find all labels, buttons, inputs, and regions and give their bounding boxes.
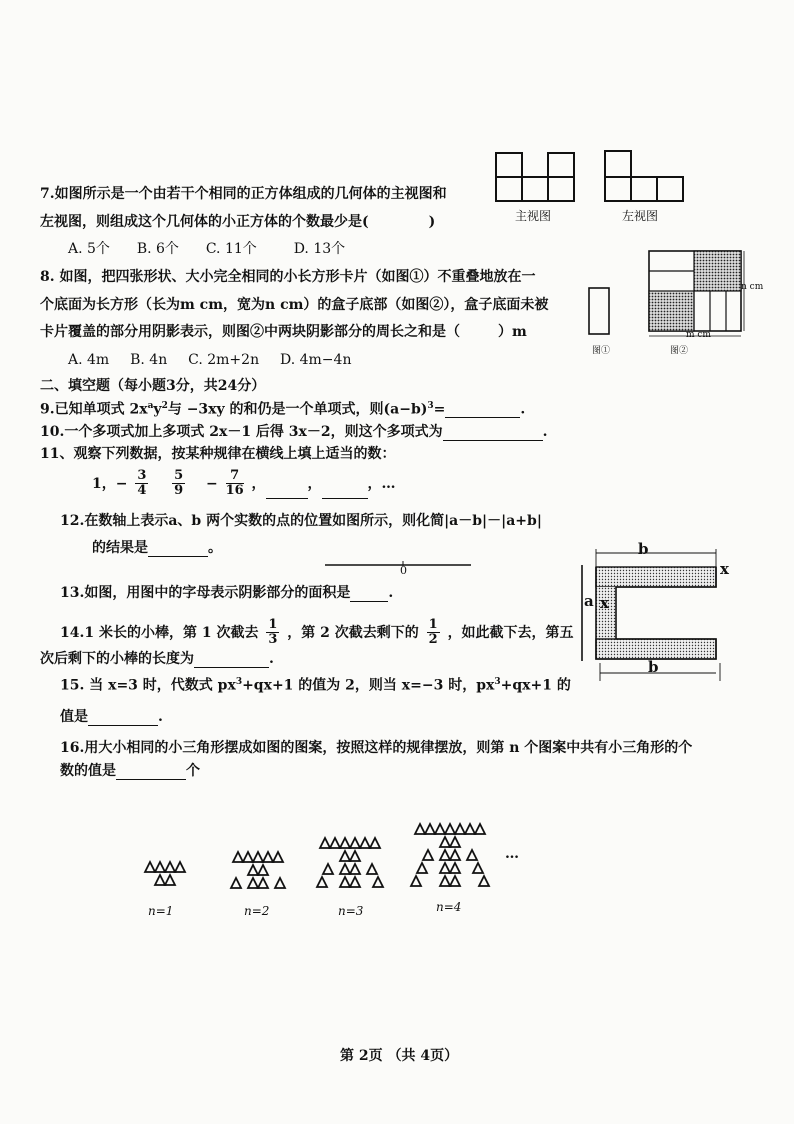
q11-sep2: ， [307,475,322,492]
small-triangle [340,864,350,874]
q7-option-d: D. 13个 [293,241,346,257]
q15-answer-blank[interactable] [88,711,158,726]
q16-pattern-4 [405,822,495,912]
small-triangle [450,850,460,860]
q9-exp3: 3 [427,401,434,411]
small-triangle [233,852,243,862]
q13-answer-blank[interactable] [350,587,388,602]
q14-p2: ，第 2 次截去剩下的 [287,624,419,641]
q14-p1: 14.1 米长的小棒，第 1 次截去 [60,624,259,641]
small-triangle [253,852,263,862]
small-triangle [175,862,185,872]
q11-text: 11、观察下列数据，按某种规律在横线上填上适当的数： [40,446,396,462]
small-triangle [258,878,268,888]
q16-line2-text: 数的值是 [60,763,116,779]
small-triangle [440,837,450,847]
small-triangle [465,824,475,834]
q8-option-b: B. 4n [130,352,168,368]
small-triangle [455,824,465,834]
small-triangle [231,878,241,888]
small-triangle [340,851,350,861]
q11-start: 1，− [92,475,128,492]
q16-unit: 个 [186,763,200,779]
q14-p3: ，如此截下去，第五 [447,624,574,641]
q11-blank2[interactable] [322,484,368,499]
q9 [40,401,525,418]
small-triangle [435,824,445,834]
q9-exp1: a [147,401,154,411]
q15-line1a: 15. 当 x=3 时，代数式 px [60,677,236,694]
small-triangle [450,837,460,847]
q10 [40,424,548,441]
q8-option-c: C. 2m+2n [188,352,260,368]
q16-label-n3: n=3 [338,904,364,918]
q9-answer-blank[interactable] [445,403,520,418]
q8-paren-close: ）m [498,324,527,340]
q15-line2 [60,709,163,726]
q8-options [68,352,351,369]
q12-end: 。 [208,540,222,556]
small-triangle [155,875,165,885]
small-triangle [243,852,253,862]
small-triangle [317,877,327,887]
q10-answer-blank[interactable] [443,426,543,441]
small-triangle [425,824,435,834]
q7-main-view-figure [495,152,577,207]
q9-end: . [520,401,526,418]
small-triangle [473,863,483,873]
q8-line3 [40,324,527,341]
q11-blank1[interactable] [266,484,308,499]
small-triangle [350,838,360,848]
small-triangle [440,863,450,873]
q16-line2 [60,763,200,780]
q13-label-x-left: x [600,594,609,612]
q13-label-b-top: b [638,540,649,558]
small-triangle [350,877,360,887]
small-triangle [411,876,421,886]
q14-frac1: $\frac{1}{3}$ [268,617,278,648]
q13-text: 13.如图，用图中的字母表示阴影部分的面积是 [60,585,351,601]
q7-paren-close: ) [428,214,436,230]
q11-tail: ，… [367,475,396,492]
q8-figure2-label: 图② [670,346,689,356]
small-triangle [320,838,330,848]
q12-axis-origin: 0 [400,564,407,577]
q16-line1: 16.用大小相同的小三角形摆成如图的图案，按照这样的规律摆放，则第 n 个图案中共有小三角形的个 [60,740,693,756]
small-triangle [370,838,380,848]
small-triangle [155,862,165,872]
q10-text: 10.一个多项式加上多项式 2x－1 后得 3x－2，则这个多项式为 [40,424,443,440]
small-triangle [445,824,455,834]
small-triangle [450,876,460,886]
q9-exp2: 2 [161,401,168,411]
q16-label-n4: n=4 [436,900,462,914]
q16-pattern-2 [213,850,303,940]
small-triangle [440,850,450,860]
q15-line1c: +qx+1 的 [500,677,571,694]
small-triangle [323,864,333,874]
q8-figure2-height-label: n cm [741,282,764,292]
q16-answer-blank[interactable] [116,765,186,780]
q13-label-a: a [584,592,594,610]
q10-end: . [542,424,548,440]
q15-end: . [158,709,163,725]
q14-line2 [40,651,274,668]
small-triangle [417,863,427,873]
small-triangle [475,824,485,834]
q7-left-view-figure [604,150,686,205]
q14-line2-text: 次后剩下的小棒的长度为 [40,651,194,667]
q13-figure [580,545,740,685]
q7-option-a: A. 5个 [68,241,110,257]
q14-frac2: $\frac{1}{2}$ [428,617,438,648]
q12-line1: 12.在数轴上表示a、b 两个实数的点的位置如图所示，则化简|a－b|－|a+b| [60,513,542,529]
q8-line1: 8. 如图，把四张形状、大小完全相同的小长方形卡片（如图①）不重叠地放在一 [40,269,536,285]
q14-end: . [269,651,274,667]
q8-line2: 个底面为长方形（长为m cm，宽为n cm）的盒子底部（如图②），盒子底面未被 [40,297,549,313]
small-triangle [440,876,450,886]
q9-suffix: = [433,401,446,418]
q7-options [68,241,345,258]
q15-exp1: 3 [235,677,243,687]
q11-frac1: $\frac{3}{4}$ [137,468,147,499]
small-triangle [165,862,175,872]
q7-left-view-label: 左视图 [622,209,659,223]
small-triangle [273,852,283,862]
q8-figure2-box [648,250,748,342]
small-triangle [423,850,433,860]
q14-line1 [60,618,574,648]
small-triangle [263,852,273,862]
q11-frac3: $\frac{7}{16}$ [225,468,244,499]
q11-sequence [92,469,396,499]
small-triangle [415,824,425,834]
small-triangle [340,877,350,887]
q8-option-d: D. 4m−4n [280,352,352,368]
q8-line3-text: 卡片覆盖的部分用阴影表示，则图②中两块阴影部分的周长之和是（ [40,324,460,340]
small-triangle [145,862,155,872]
small-triangle [248,878,258,888]
q13-end: . [388,585,394,601]
q7-option-b: B. 6个 [136,241,179,257]
q8-figure1-card [588,287,612,337]
q12-answer-blank[interactable] [148,542,208,557]
q8-figure2-width-label: m cm [686,330,711,340]
q7-line2 [40,214,435,231]
q13-label-x-top: x [720,560,729,578]
small-triangle [350,851,360,861]
q11-frac2: $\frac{5}{9}$ [174,468,184,499]
small-triangle [275,878,285,888]
page-footer: 第 2页 （共 4页） [340,1048,459,1064]
q8-figure1-label: 图① [592,346,611,356]
q13-label-b-bottom: b [648,658,659,676]
q11-sep1: ， [251,475,266,492]
small-triangle [350,864,360,874]
q15-line1 [60,677,571,694]
q7-option-c: C. 11个 [205,241,257,257]
q11-minus: − [205,475,218,492]
q12-line2 [92,540,222,557]
q15-line2-text: 值是 [60,709,88,725]
section-title-fill-in: 二、填空题（每小题3分，共24分） [40,378,266,394]
small-triangle [330,838,340,848]
small-triangle [248,865,258,875]
q16-label-n1: n=1 [148,904,174,918]
q7-line1: 7.如图所示是一个由若干个相同的正方体组成的几何体的主视图和 [40,186,447,202]
small-triangle [340,838,350,848]
q12-line2-text: 的结果是 [92,540,148,556]
q16-label-n2: n=2 [244,904,270,918]
q7-line2-text: 左视图，则组成这个几何体的小正方体的个数最少是( [40,214,369,230]
q7-main-view-label: 主视图 [515,209,552,223]
small-triangle [450,863,460,873]
small-triangle [367,864,377,874]
q16-ellipsis: … [505,846,519,862]
q9-mid2: 与 −3xy 的和仍是一个单项式，则 [167,401,384,418]
small-triangle [479,876,489,886]
small-triangle [165,875,175,885]
q8-option-a: A. 4m [68,352,110,368]
small-triangle [373,877,383,887]
q15-line1b: +qx+1 的值为 2，则当 x=−3 时，px [242,677,495,694]
q13 [60,585,393,602]
q9-mid1: y [153,401,162,418]
small-triangle [258,865,268,875]
small-triangle [467,850,477,860]
small-triangle [360,838,370,848]
q15-exp2: 3 [494,677,501,687]
q9-expr: (a−b) [383,401,428,418]
q9-prefix: 9.已知单项式 2x [40,401,148,418]
q14-answer-blank[interactable] [194,653,269,668]
